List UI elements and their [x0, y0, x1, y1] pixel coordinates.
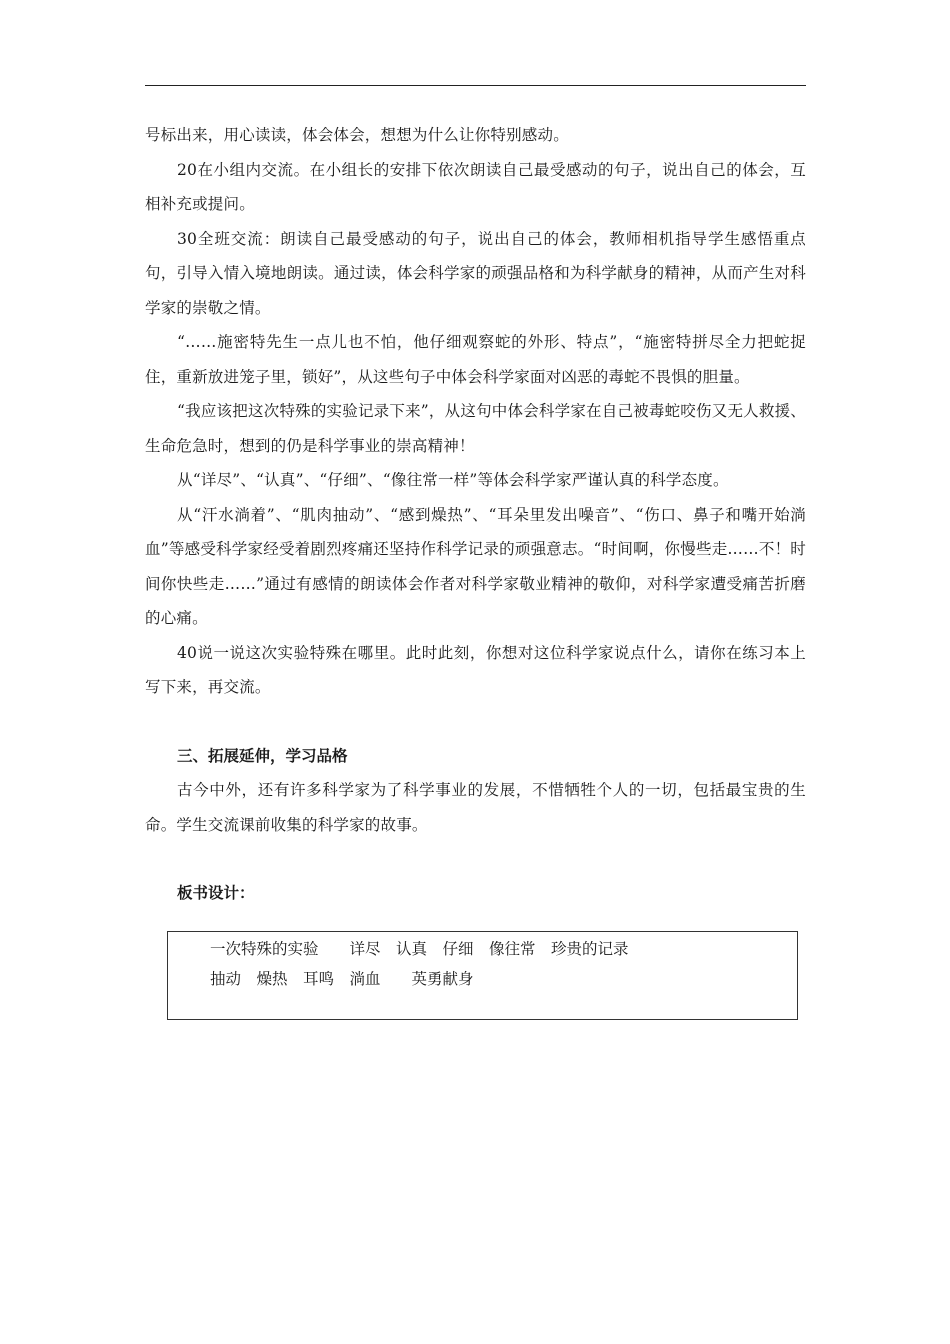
paragraph-1: 号标出来，用心读读，体会体会，想想为什么让你特别感动。 [145, 126, 569, 144]
paragraph-8: 40说一说这次实验特殊在哪里。此时此刻，你想对这位科学家说点什么，请你在练习本上写下来，再交流。 [145, 643, 806, 696]
section-heading: 三、拓展延伸，学习品格 [177, 745, 348, 765]
paragraph-4: “……施密特先生一点儿也不怕，他仔细观察蛇的外形、特点”，“施密特拼尽全力把蛇捉住，重新放进笼子里，锁好”，从这些句子中体会科学家面对凶恶的毒蛇不畏惧的胆量。 [145, 333, 806, 386]
document-body [145, 118, 806, 910]
paragraph-2: 20在小组内交流。在小组长的安排下依次朗读自己最受感动的句子，说出自己的体会，互相补充或提问。 [145, 160, 806, 213]
board-design-box [167, 931, 798, 1020]
board-line-1: 一次特殊的实验 详尽 认真 仔细 像往常 珍贵的记录 [210, 940, 629, 958]
header-rule [145, 85, 806, 86]
paragraph-6: 从“详尽”、“认真”、“仔细”、“像往常一样”等体会科学家严谨认真的科学态度。 [177, 471, 729, 489]
board-design-label: 板书设计： [177, 883, 255, 902]
board-line-2: 抽动 燥热 耳鸣 淌血 英勇献身 [210, 970, 474, 988]
spacer [145, 842, 806, 876]
section-body: 古今中外，还有许多科学家为了科学事业的发展，不惜牺牲个人的一切，包括最宝贵的生命。学生交流课前收集的科学家的故事。 [145, 781, 806, 834]
spacer [145, 705, 806, 739]
paragraph-5: “我应该把这次特殊的实验记录下来”，从这句中体会科学家在自己被毒蛇咬伤又无人救援、生命危急时，想到的仍是科学事业的崇高精神！ [145, 402, 806, 455]
paragraph-7: 从“汗水淌着”、“肌肉抽动”、“感到燥热”、“耳朵里发出噪音”、“伤口、鼻子和嘴开始淌血”等感受科学家经受着剧烈疼痛还坚持作科学记录的顽强意志。“时间啊，你慢些走……不！时间你快些走……”通过有感情的朗读体会作者对科学家敬业精神的敬仰，对科学家遭受痛苦折磨的心痛。 [145, 505, 806, 627]
paragraph-3: 30全班交流：朗读自己最受感动的句子，说出自己的体会，教师相机指导学生感悟重点句，引导入情入境地朗读。通过读，体会科学家的顽强品格和为科学献身的精神，从而产生对科学家的崇敬之情。 [145, 229, 806, 317]
